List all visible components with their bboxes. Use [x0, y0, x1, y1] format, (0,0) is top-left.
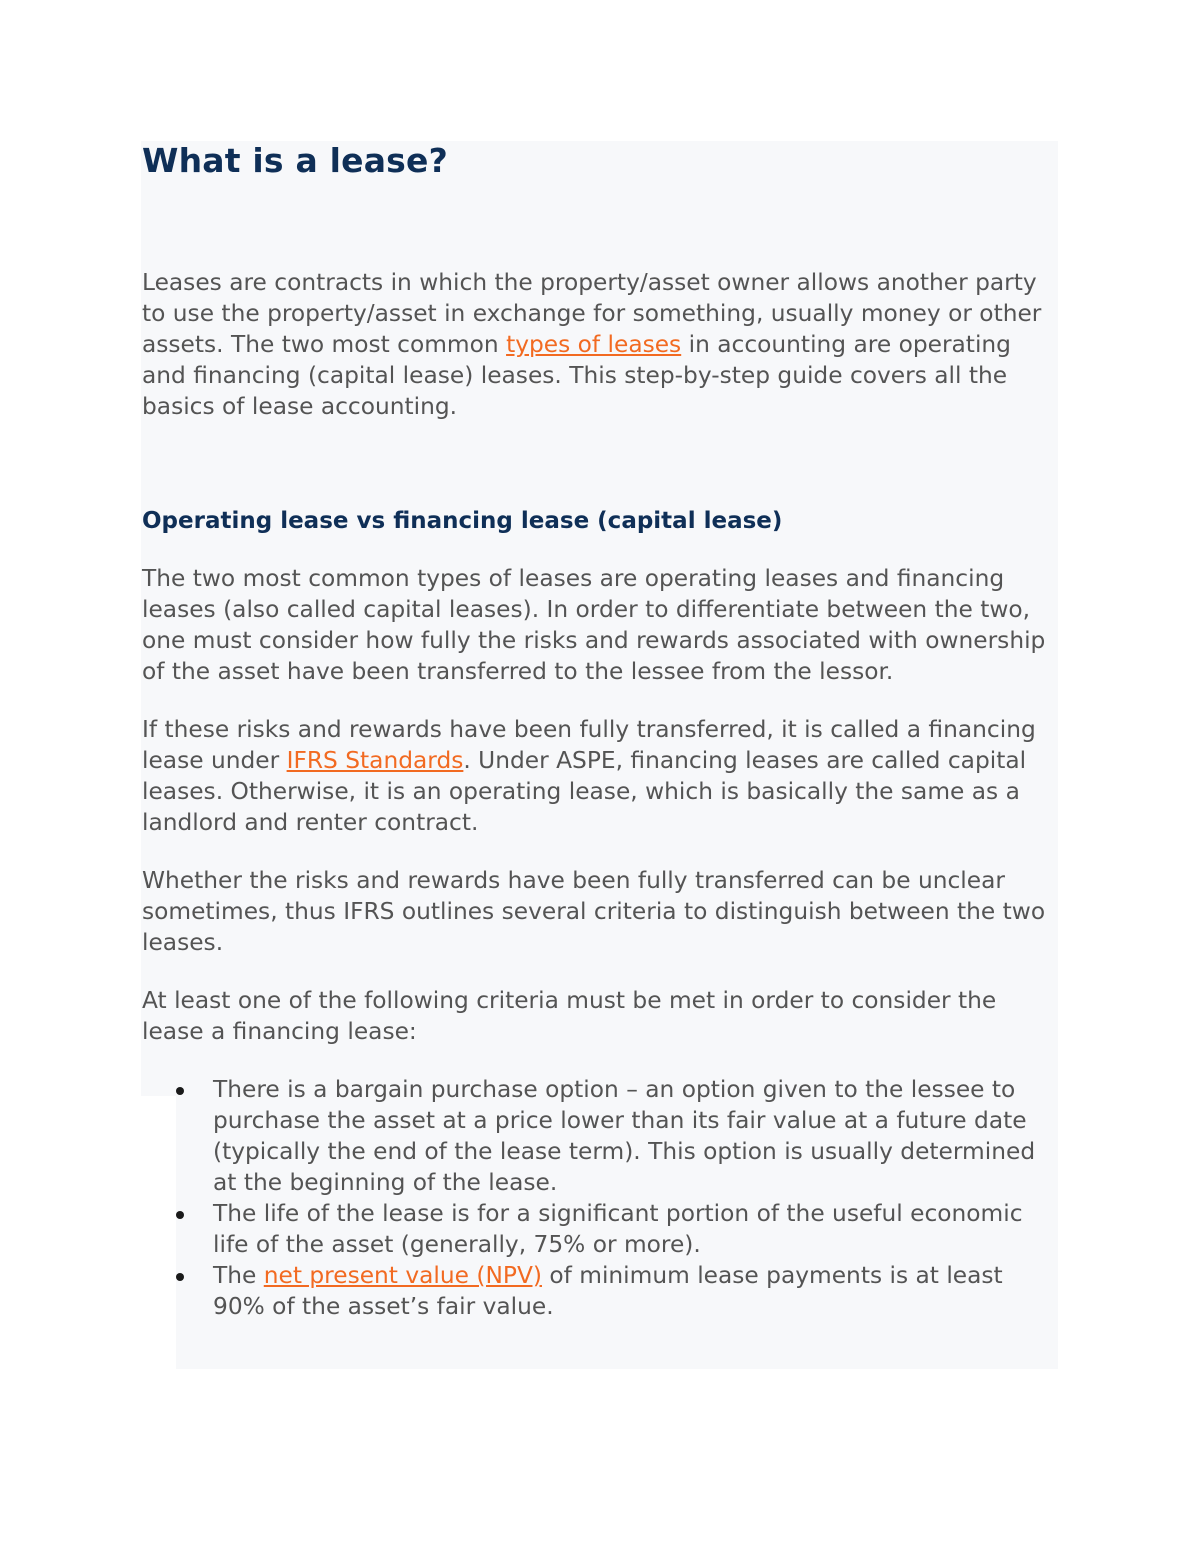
criteria-list: [142, 1074, 1060, 1322]
paragraph-2-text-1: If these risks and rewards have been fully transferred, it is called a financing lease under: [142, 716, 1036, 774]
list-item-text: The: [213, 1262, 264, 1289]
list-item-text: There is a bargain purchase option – an option given to the lessee to purchase the asset at a price lower than its fair value at a future date (typically the end of the lease term). This option is usually determined at the beginning of the lease.: [213, 1076, 1036, 1196]
ifrs-standards-link[interactable]: IFRS Standards: [286, 747, 464, 774]
list-item: [142, 1074, 1060, 1198]
paragraph-2-text-2: . Under ASPE, financing leases are called capital leases. Otherwise, it is an operating lease, which is basically the same as a landlord and renter contract.: [142, 747, 1027, 836]
paragraph-1: The two most common types of leases are operating leases and financing leases (also called capital leases). In order to differentiate between the two, one must consider how fully the risks and rewards associated with ownership of the asset have been transferred to the lessee from the lessor.: [142, 565, 1046, 685]
section-heading: Operating lease vs financing lease (capital lease): [142, 508, 783, 534]
paragraph-2: [142, 714, 1060, 838]
list-item: [142, 1260, 1060, 1322]
bullet-icon: [176, 1211, 184, 1219]
intro-paragraph: [142, 267, 1060, 422]
document-body: [142, 141, 1060, 1322]
paragraph-4: At least one of the following criteria must be met in order to consider the lease a financing lease:: [142, 987, 997, 1045]
list-item: [142, 1198, 1060, 1260]
list-item-text: The life of the lease is for a significant portion of the useful economic life of the asset (generally, 75% or more).: [213, 1200, 1023, 1258]
types-of-leases-link[interactable]: types of leases: [506, 331, 682, 358]
list-item-text-end: of minimum lease payments is at least 90% of the asset’s fair value.: [213, 1262, 1003, 1320]
page-title: What is a lease?: [142, 141, 448, 180]
paragraph-3: Whether the risks and rewards have been fully transferred can be unclear sometimes, thus IFRS outlines several criteria to distinguish between the two leases.: [142, 867, 1046, 956]
bullet-icon: [176, 1087, 184, 1095]
intro-text-2: in accounting are operating and financing (capital lease) leases. This step-by-step guide covers all the basics of lease accounting.: [142, 331, 1011, 420]
bullet-icon: [176, 1273, 184, 1281]
npv-link[interactable]: net present value (NPV): [263, 1262, 542, 1289]
intro-text-1: Leases are contracts in which the property/asset owner allows another party to use the property/asset in exchange for something, usually money or other assets. The two most common: [142, 269, 1042, 358]
